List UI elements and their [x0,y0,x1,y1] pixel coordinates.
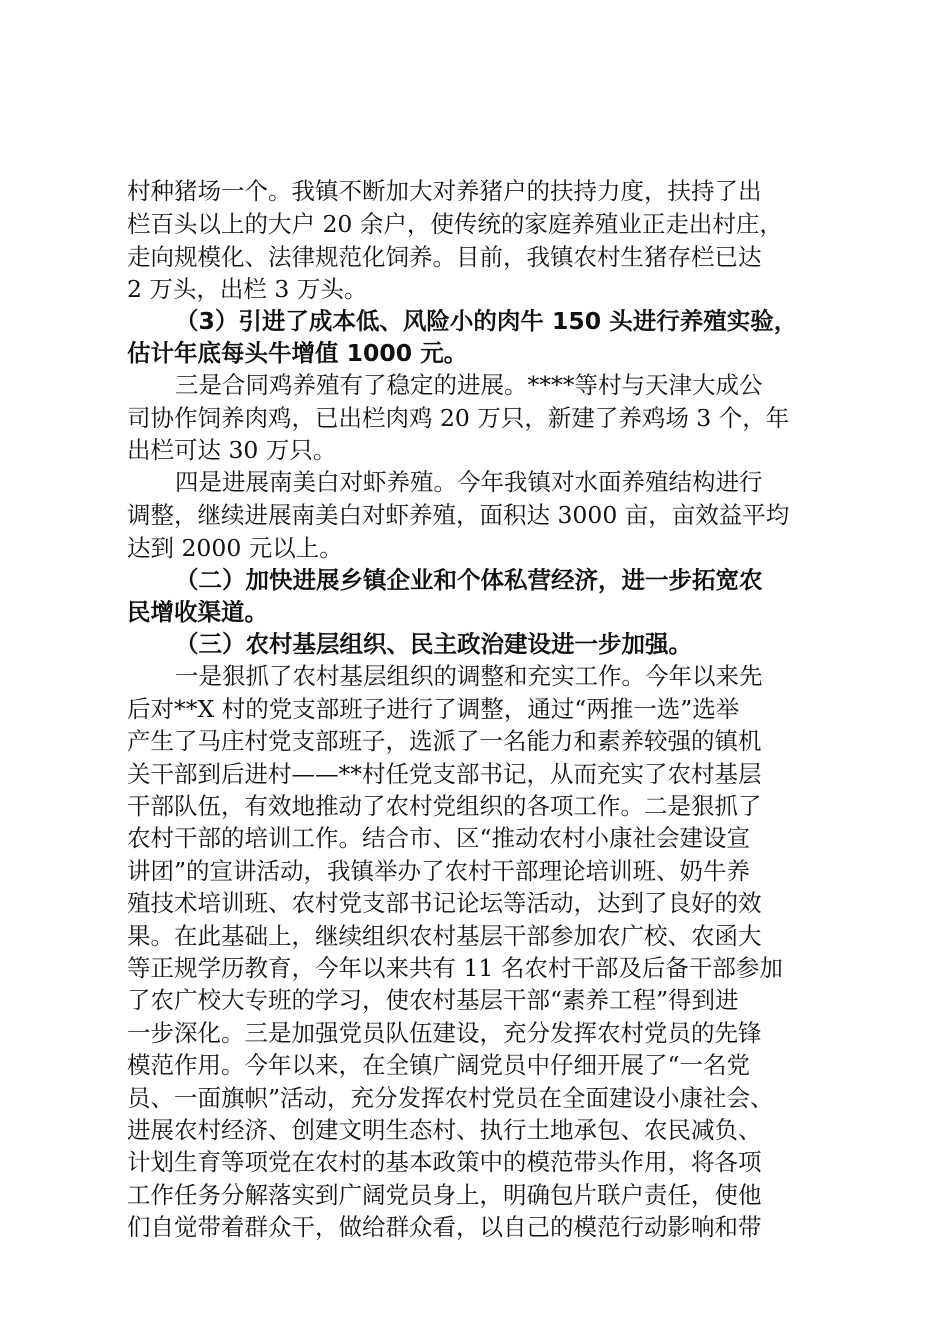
text-line: 计划生育等项党在农村的基本政策中的模范带头作用，将各项 [127,1148,762,1176]
section-heading-line: 民增收渠道。 [127,598,268,626]
text-line: 后对**X 村的党支部班子进行了调整，通过“两推一选”选举 [127,695,740,723]
subsection-heading-line: （3）引进了成本低、风险小的肉牛 150 头进行养殖实验， [175,307,798,335]
text-line: 们自觉带着群众干，做给群众看，以自己的模范行动影响和带 [127,1213,762,1241]
text-line: 等正规学历教育，今年以来共有 11 名农村干部及后备干部参加 [127,954,783,982]
text-line: 产生了马庄村党支部班子，选派了一名能力和素养较强的镇机 [127,727,762,755]
text-line: 讲团”的宣讲活动，我镇举办了农村干部理论培训班、奶牛养 [127,857,751,885]
text-line: 四是进展南美白对虾养殖。今年我镇对水面养殖结构进行 [175,468,763,496]
text-line: 2 万头，出栏 3 万头。 [127,275,368,303]
text-line: 工作任务分解落实到广阔党员身上，明确包片联户责任，使他 [127,1181,762,1209]
text-line: 一步深化。三是加强党员队伍建设，充分发挥农村党员的先锋 [127,1019,762,1047]
text-line: 栏百头以上的大户 20 余户，使传统的家庭养殖业正走出村庄， [127,210,783,238]
text-line: 出栏可达 30 万只。 [127,436,337,464]
section-heading-line: （三）农村基层组织、民主政治建设进一步加强。 [175,630,692,658]
text-line: 三是合同鸡养殖有了稳定的进展。****等村与天津大成公 [175,371,763,399]
text-line: 果。在此基础上，继续组织农村基层干部参加农广校、农函大 [127,922,762,950]
text-line: 一是狠抓了农村基层组织的调整和充实工作。今年以来先 [175,662,763,690]
text-line: 关干部到后进村——**村任党支部书记，从而充实了农村基层 [127,760,762,788]
text-line: 司协作饲养肉鸡，已出栏肉鸡 20 万只，新建了养鸡场 3 个，年 [127,404,790,432]
text-line: 农村干部的培训工作。结合市、区“推动农村小康社会建设宣 [127,824,751,852]
subsection-heading-line: 估计年底每头牛增值 1000 元。 [127,339,468,367]
text-line: 村种猪场一个。我镇不断加大对养猪户的扶持力度，扶持了出 [127,177,762,205]
text-line: 干部队伍，有效地推动了农村党组织的各项工作。二是狠抓了 [127,792,762,820]
text-line: 走向规模化、法律规范化饲养。目前，我镇农村生猪存栏已达 [127,243,762,271]
text-line: 了农广校大专班的学习，使农村基层干部“素养工程”得到进 [127,986,739,1014]
text-line: 殖技术培训班、农村党支部书记论坛等活动，达到了良好的效 [127,889,762,917]
section-heading-line: （二）加快进展乡镇企业和个体私营经济，进一步拓宽农 [175,566,763,594]
text-line: 达到 2000 元以上。 [127,534,343,562]
text-line: 调整，继续进展南美白对虾养殖，面积达 3000 亩，亩效益平均 [127,501,790,529]
text-line: 进展农村经济、创建文明生态村、执行土地承包、农民减负、 [127,1116,762,1144]
text-line: 员、一面旗帜”活动，充分发挥农村党员在全面建设小康社会、 [127,1084,774,1112]
text-line: 模范作用。今年以来，在全镇广阔党员中仔细开展了“一名党 [127,1051,751,1079]
